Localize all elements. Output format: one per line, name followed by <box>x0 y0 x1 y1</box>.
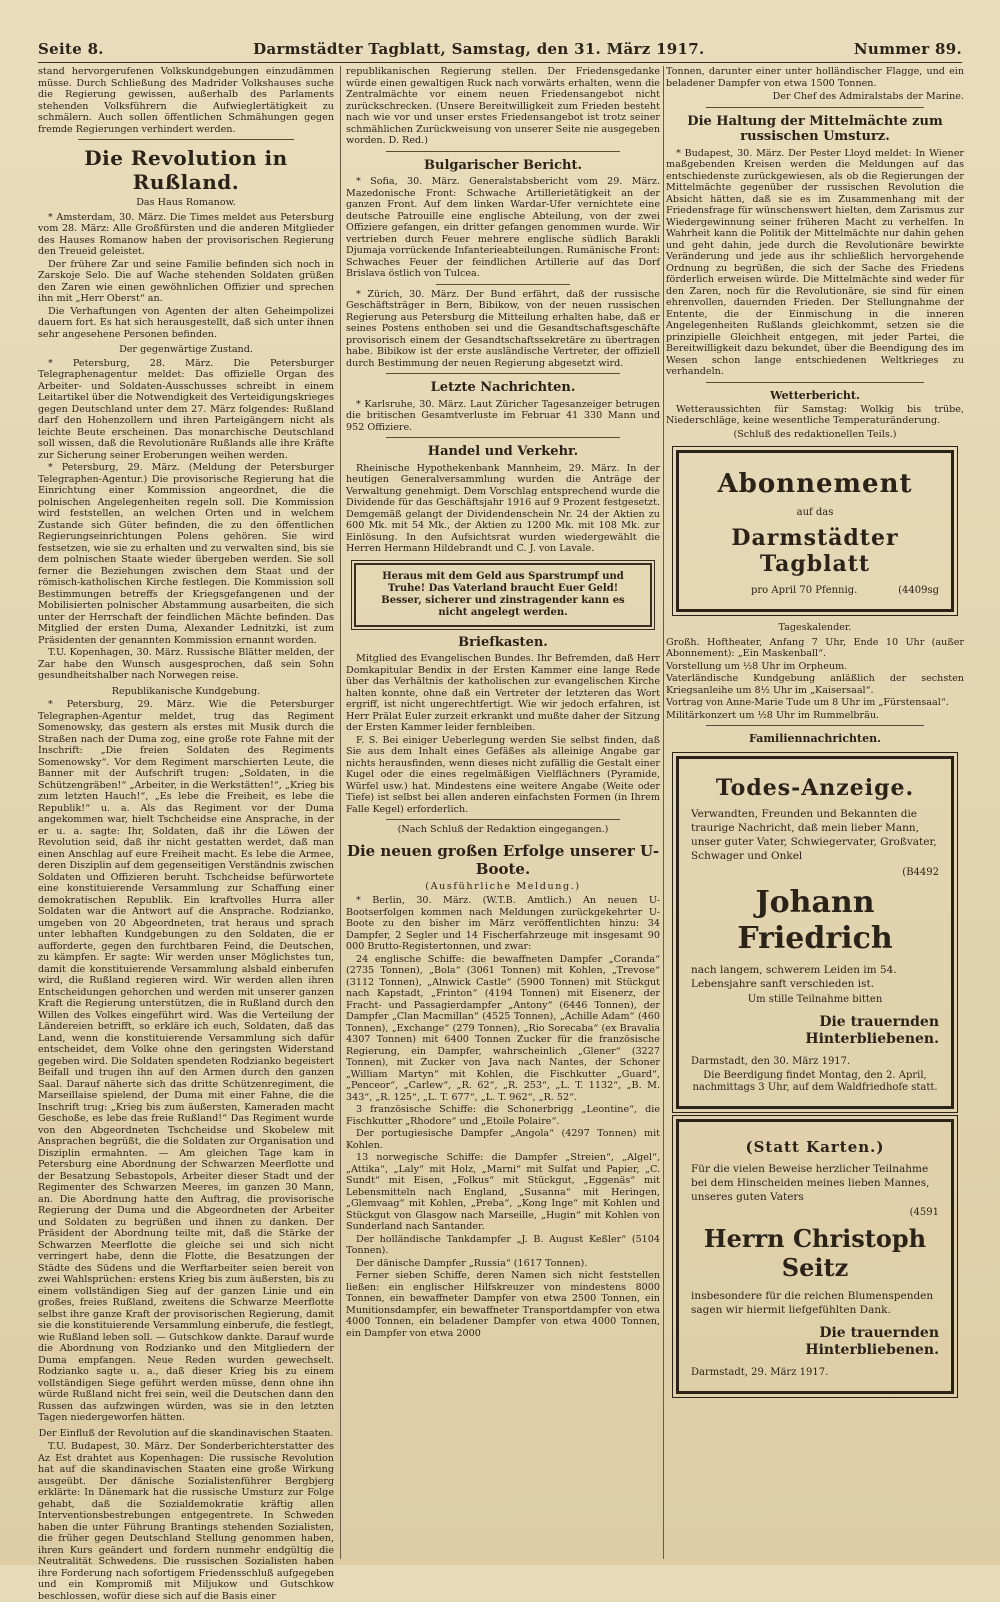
page-number: Seite 8. <box>38 40 104 58</box>
divider <box>386 151 620 152</box>
calendar-line: Vaterländische Kundgebung anläßlich der sechsten Kriegsanleihe um 8½ Uhr im „Kaisersaal“. <box>666 673 964 696</box>
section-sub-uboote: (Ausführliche Meldung.) <box>425 880 581 892</box>
thanks-notice-ad <box>676 1119 954 1394</box>
paragraph: * Amsterdam, 30. März. Die Times meldet aus Petersburg vom 28. März: Alle Großfürsten und die anderen Mitglieder des Hauses Romanow haben der provisorischen Regierung den Treueid geleistet. <box>38 211 334 257</box>
section-head-romanow: Das Haus Romanow. <box>136 197 236 208</box>
section-head-uboote: Die neuen großen Erfolge unserer U-Boote. <box>346 841 660 878</box>
paragraph: * Berlin, 30. März. (W.T.B. Amtlich.) An neuen U-Bootserfolgen kommen nach Meldungen zurückgekehrter U-Boote zu den bisher im März veröffentlichten hinzu: 34 Dampfer, 2 Segler und 14 Fischerfahrzeuge mit insgesamt 90 000 Brutto-Registertonnen, und zwar: <box>346 895 660 953</box>
paragraph: Rheinische Hypothekenbank Mannheim, 29. März. In der heutigen Generalversammlung wurden die Anträge der Verwaltung genehmigt. Dem Vorschlag entsprechend wurde die Dividende für das Geschäftsjahr 1916 auf 9 Prozent festgesetzt. Demgemäß gelangt der Dividendenschein Nr. 24 der Aktien zu 600 Mk. mit 54 Mk., der Aktien zu 1200 Mk. mit 108 Mk. zur Einlösung. In den Aufsichtsrat wurden wiedergewählt die Herren Hermann Hildebrandt und C. J. von Lavale. <box>346 462 660 555</box>
column-2 <box>346 66 660 1559</box>
paragraph: T.U. Budapest, 30. März. Der Sonderberichterstatter des Az Est drahtet aus Kopenhagen: Die russische Revolution hat auf die skandinavischen Staaten eine große Wirkung ausgeübt. Der dänische Sozialistenführer Bergbjerg erklärte: In Dänemark hat die russische Umsturz zur Folge gehabt, daß die Sozialdemokratie kräftig allen Interventionsbestrebungen entgegentrete. In Schweden haben die unter Führung Brantings stehenden Sozialisten, die früher gegen Deutschland Stellung genommen haben, ihren Kurs geändert und fordern nunmehr endgültig die Neutralität Schwedens. Die russischen Sozialisten haben ihre Forderung nach sofortigem Friedensschluß aufgegeben und ein Kompromiß mit Miljukow und Gutschkow beschlossen, wofür diese sich auf die Basis einer <box>38 1441 334 1602</box>
death-notice-signature: Die trauernden Hinterbliebenen. <box>805 1013 939 1047</box>
section-head-kundgebung: Republikanische Kundgebung. <box>111 685 261 697</box>
column-rule-2 <box>663 66 664 1559</box>
thanks-notice-name: Herrn Christoph Seitz <box>703 1224 927 1282</box>
divider <box>78 139 294 140</box>
paragraph: Die Verhaftungen von Agenten der alten Geheimpolizei dauern fort. Es hat sich herausgestellt, daß sich unter ihnen sehr angesehene Personen befinden. <box>38 305 334 340</box>
article-title-revolution: Die Revolution in Rußland. <box>84 146 288 194</box>
ad-subscription-code: (4409sg <box>898 585 939 597</box>
death-notice-title: Todes-Anzeige. <box>715 774 915 801</box>
divider <box>386 819 620 820</box>
paragraph: * Petersburg, 29. März. Wie die Petersburger Telegraphen-Agentur meldet, trug das Regiment Somenowsky, das gestern als erstes mit Musik durch die Straßen nach der Duma zog, eine große rote Fahne mit der Inschrift: „Die freien Soldaten des Regiments Somenowsky“. Vor dem Regiment marschierten Leute, die Banner mit der Aufschrift trugen: „Soldaten, in die Schützengräben!“ „Arbeiter, in die Werkstätten!“, „Krieg bis zum letzten Hauch!“, „Es lebe die Freiheit, es lebe die Republik!“ u. a. Als das Regiment vor der Duma angekommen war, hielt Tschcheidse eine Ansprache, in der er u. a. sagte: Ihr, Soldaten, daß ihr die Löwen der Revolution seid, daß ihr nicht gestatten werdet, daß man einen Anschlag auf eure Freiheit macht. Es lebe die Armee, deren Disziplin auf dem gegenseitigen Verständnis zwischen Soldaten und Offizieren beruht. Tschcheidse befürwortete eine konstituierende Versammlung zur Schaffung einer demokratischen Republik. Ein kraftvolles Hurra aller Soldaten war die Antwort auf die Ansprache. Rodzianko, umgeben von 20 Abgeordneten, trat heraus und sprach unter lebhaften Kundgebungen zu den Soldaten, die er aufforderte, gegen den furchtbaren Feind, die Deutschen, zu kämpfen. Er sagte: Wir werden unser Möglichstes tun, damit die konstituierende Versammlung alsbald einberufen wird, die Rußland regieren wird. Wir werden allen ihren Entscheidungen gehorchen und werden mit unserer ganzen Kraft die Regierung unterstützen, die in Rußland durch den Willen des Volkes eingeführt wird. Was die Verteilung der Ländereien betrifft, so erkläre ich euch, Soldaten, daß das Land, wenn die konstituierende Versammlung sich dafür entscheidet, dem Volke ohne den geringsten Widerstand gegeben wird. Die Soldaten spendeten Rodzianko begeistert Beifall und trugen ihn auf den Armen durch den ganzen Saal. Darauf näherte sich das dritte Schützenregiment, die Marseillaise spielend, der Duma mit einer Fahne, die die Inschrift trug: „Krieg bis zum äußersten, Kameraden macht Geschoße, es lebe das freie Rußland!“ Das Regiment wurde von den Abgeordneten Tschcheidse und Skobelew mit Ansprachen begrüßt, die die Soldaten zur Organisation und Disziplin ermahnten. — Am gleichen Tage kam in Petersburg eine Abordnung der Schwarzen Meerflotte und der Besatzung Sebastopols, Arbeiter dieser Stadt und der Regimenter des Schwarzen Meeres, im ganzen 30 Mann, an. Die Abordnung hatte den Auftrag, die provisorische Regierung der Duma und die Abgeordneten der Arbeiter und Soldaten zu begrüßen und ihnen zu danken. Der Präsident der Abordnung teilte mit, daß die Stärke der Schwarzen Meerflotte die gleiche sei und sich nicht verringert habe, denn die Flotte, die Besatzungen der Städte des Südens und die Werftarbeiter seien bereit von zwei Wahlsprüchen: erstens Krieg bis zum äußersten, bis zu einem vollständigen Sieg auf der ganzen Linie und ein großes, freies Rußland, zweitens die Schwarze Meerflotte selbst ihre ganze Kraft der provisorischen Regierung, damit sie die konstituierende Versammlung einberufe, die festlegt, wie Rußland leben soll. — Gutschkow dankte. Darauf wurde die Abordnung von Rodzianko und den Mitgliedern der Duma empfangen. Neue Reden wurden gewechselt. Rodzianko sagte u. a., daß dieser Krieg bis zu einem vollständigen Siege geführt werden müsse, denn ohne ihn würde Rußland nicht frei sein, weil die Deutschen dann den Russen das aufzwingen würden, was sie in den letzten Tagen niedergeworfen hätten. <box>38 699 334 1423</box>
paragraph: Wetteraussichten für Samstag: Wolkig bis trübe, Niederschläge, keine wesentliche Temperaturänderung. <box>666 403 964 427</box>
paragraph: * Sofia, 30. März. Generalstabsbericht vom 29. März. Mazedonische Front: Schwache Artillerietätigkeit an der ganzen Front. Auf dem linken Wardar-Ufer vernichtete eine deutsche Patrouille eine englische Abteilung, von der zwei Offiziere gefangen, ein dritter gefangen genommen wurde. Wir vertrieben durch Feuer mehrere englische südlich Barakli Djumaja vorrückende Infanterieabteilungen. Rumänische Front: Schwaches Feuer der feindlichen Artillerie auf das Dorf Brislava östlich von Tulcea. <box>346 176 660 280</box>
death-notice-text3: Um stille Teilnahme bitten <box>747 993 883 1005</box>
col1-lead-paragraph: stand hervorgerufenen Volkskundgebungen einzudämmen müsse. Durch Schließung des Madrider Volkshauses suche die Regierung gewissen, außerhalb des Parlaments stehenden Volksführern die Aufwieglertätigkeit zu schmälern. Auch sollen öffentlichen Schmähungen gegen fremde Regierungen verhindert werden. <box>38 66 334 135</box>
paragraph: * Petersburg, 29. März. (Meldung der Petersburger Telegraphen-Agentur.) Die provisorische Regierung hat die Einrichtung einer Kommission angeordnet, die die polnischen Angelegenheiten regeln soll. Die Kommission wird feststellen, an welchen Orten und in welchem Zustande sich Güter befinden, die zu den öffentlichen Regierungseinrichtungen Polens gehören. Sie wird festsetzen, wie sie zu erhalten und zu verwalten sind, bis sie dem polnischen Staate wieder übergeben werden. Sie soll ferner die Beziehungen zwischen dem Staat und der römisch-katholischen Kirche festlegen. Die Kommission soll Bestimmungen betreffs der Kriegsgefangenen und der Mobilisierten polnischer Abstammung ausarbeiten, die sich unter der Herrschaft der feindlichen Mächte befinden. Das Mitglied der ersten Duma, Alexander Lednitzki, ist zum Präsidenten der genannten Kommission ernannt worden. <box>38 462 334 646</box>
death-notice-ad <box>676 756 954 1109</box>
ad-subscription-sub: auf das <box>796 506 834 518</box>
death-notice-date: Darmstadt, den 30. März 1917. <box>691 1055 851 1067</box>
paragraph: * Petersburg, 28. März. Die Petersburger Telegraphenagentur meldet: Das offizielle Organ des Arbeiter- und Soldaten-Ausschusses schreibt in einem Leitartikel über die Notwendigkeit des Verteidigungskrieges gegen Deutschland unter dem 27. März folgendes: Rußland darf den Hohenzollern und ihren Parteigängern nicht als leichte Beute erscheinen. Das monarchische Deutschland soll wissen, daß die Revolutionäre Rußlands alle ihre Kräfte zur Sicherung seiner Eroberungen weihen werden. <box>38 357 334 461</box>
death-notice-code: (B4492 <box>902 866 939 878</box>
thanks-notice-signature: Die trauernden Hinterbliebenen. <box>805 1325 939 1358</box>
thanks-notice-title: (Statt Karten.) <box>745 1137 885 1156</box>
column-3 <box>666 66 964 1559</box>
paragraph: * Karlsruhe, 30. März. Laut Züricher Tagesanzeiger betrugen die britischen Gesamtverluste im Februar 41 330 Mann und 952 Offiziere. <box>346 398 660 433</box>
divider <box>386 373 620 374</box>
masthead <box>38 40 962 62</box>
calendar-line: Großh. Hoftheater, Anfang 7 Uhr, Ende 10 Uhr (außer Abonnement): „Ein Maskenball“. <box>666 636 964 660</box>
paragraph: Ferner sieben Schiffe, deren Namen sich nicht feststellen ließen: ein englischer Hilfskreuzer von mindestens 8000 Tonnen, ein bewaffneter Dampfer von etwa 2500 Tonnen, ein Munitionsdampfer, ein bewaffneter Transportdampfer von etwa 4000 Tonnen, ein beladener Dampfer von etwa 4000 Tonnen, ein Dampfer von etwa 2000 <box>346 1270 660 1339</box>
section-head-familien: Familiennachrichten. <box>749 732 881 746</box>
paragraph: 24 englische Schiffe: die bewaffneten Dampfer „Coranda“ (2735 Tonnen), „Bola“ (3061 Tonnen) mit Kohlen, „Trevose“ (3112 Tonnen), „Alnwick Castle“ (5900 Tonnen) mit Stückgut nach Kapstadt, „Frinton“ (4194 Tonnen) mit Eisenerz, der Fracht- und Passagierdampfer „Antony“ (6446 Tonnen), der Dampfer „Clan Macmillan“ (4525 Tonnen), „Achille Adam“ (460 Tonnen), „Exchange“ (279 Tonnen), „Rio Sorecaba“ (ex Bravalia 4307 Tonnen) mit 6400 Tonnen Zucker für die französische Regierung, ein Dampfer, wahrscheinlich „Glener“ (3227 Tonnen), mit Zucker von Java nach Nantes, der Schoner „William Martyn“ mit Kohlen, die Fischkutter „Guard“, „Penceor“, „Carlew“, „R. 62“, „R. 253“, „L. T. 1132“, „B. M. 343“, „R. 125“, „L. T. 677“, „L. T. 962“, „R. 52“. <box>346 953 660 1103</box>
divider <box>386 437 620 438</box>
ad-subscription-title: Abonnement <box>717 469 913 500</box>
paragraph: Der frühere Zar und seine Familie befinden sich noch in Zarskoje Selo. Die auf Wache stehenden Soldaten grüßen den Zaren wie einen gewöhnlichen Offizier und sprechen ihn mit „Herr Oberst“ an. <box>38 258 334 304</box>
paragraph: Der dänische Dampfer „Russia“ (1617 Tonnen). <box>356 1257 588 1269</box>
section-head-handel: Handel und Verkehr. <box>427 444 579 460</box>
war-loan-appeal-box: Heraus mit dem Geld aus Sparstrumpf und Truhe! Das Vaterland braucht Euer Geld! Besser, sicherer und zinstragender kann es nicht angelegt werden. <box>354 563 652 627</box>
death-notice-name: Johann Friedrich <box>737 884 893 956</box>
calendar-line: Militärkonzert um ½8 Uhr im Rummelbräu. <box>666 709 880 721</box>
divider <box>706 725 924 726</box>
masthead-rule <box>38 62 962 63</box>
thanks-notice-text: Für die vielen Beweise herzlicher Teilnahme bei dem Hinscheiden meines lieben Mannes, unseres guten Vaters <box>691 1162 930 1203</box>
divider <box>706 107 924 108</box>
issue-number: Nummer 89. <box>853 40 962 58</box>
section-head-zustand: Der gegenwärtige Zustand. <box>119 344 253 355</box>
section-head-wetter: Wetterbericht. <box>770 388 860 402</box>
section-head-letzte: Letzte Nachrichten. <box>430 380 576 396</box>
paragraph: * Budapest, 30. März. Der Pester Lloyd meldet: In Wiener maßgebenden Kreisen werden die Meldungen auf das entschiedenste zurückgewiesen, als ob die Regierungen der Mittelmächte gegenüber der russischen Revolution die Absicht hätten, daß sie es im Zusammenhang mit der Friedensfrage für wünschenswert hielten, dem Zarismus zur Wiedergewinnung seiner früheren Macht zu verhelfen. In Wahrheit kann die Politik der Mittelmächte nur dahin gehen und geht dahin, jede durch die Revolutionäre bewirkte Veränderung und jede aus ihr schließlich hervorgehende Ordnung zu begrüßen, die sich der Sache des Friedens förderlich erweisen würde. Die Mittelmächte sind weder für den Zaren, noch für die Revolutionäre, sie sind für einen ehrenvollen, dauernden Frieden. Der Stellungnahme der Entente, die der Einmischung in die inneren Angelegenheiten Rußlands gleichkommt, setzen sie die prinzipielle Gleichheit entgegen, mit jeder Partei, die Bereitwilligkeit dazu bekundet, über die Beendigung des im Wesen schon lange entschiedenen Weltkrieges zu verhandeln. <box>666 147 964 378</box>
calendar-line: Vorstellung um ½8 Uhr im Orpheum. <box>666 660 848 672</box>
paragraph: Mitglied des Evangelischen Bundes. Ihr Befremden, daß Herr Domkapitular Bendix in der Ersten Kammer eine lange Rede über das Verhältnis der katholischen zur evangelischen Kirche halten konnte, ohne daß ein Vertreter der letzteren das Wort ergriff, ist nicht ungerechtfertigt. Wie wir jedoch erfahren, ist Herr Prälat Euler zurzeit erkrankt und mußte daher der Sitzung der Ersten Kammer leider fernbleiben. <box>346 653 660 734</box>
col3-lead-paragraph: Tonnen, darunter einer unter holländischer Flagge, und ein beladener Dampfer von etwa 1500 Tonnen. <box>666 66 964 89</box>
admiralty-signature: Der Chef des Admiralstabs der Marine. <box>772 91 964 102</box>
paragraph: Der portugiesische Dampfer „Angola“ (4297 Tonnen) mit Kohlen. <box>346 1128 660 1151</box>
column-1 <box>38 66 334 1602</box>
ad-subscription-price: pro April 70 Pfennig. <box>751 585 858 597</box>
death-notice-burial: Die Beerdigung findet Montag, den 2. April, nachmittags 3 Uhr, auf dem Waldfriedhofe statt. <box>692 1069 938 1093</box>
section-head-bulgarisch: Bulgarischer Bericht. <box>424 157 582 173</box>
thanks-notice-code: (4591 <box>909 1207 939 1219</box>
thanks-notice-text2: insbesondere für die reichen Blumenspenden sagen wir hiermit liefgefühlten Dank. <box>691 1289 934 1316</box>
calendar-line: Vortrag von Anne-Marie Tude um 8 Uhr im „Fürstensaal“. <box>666 697 949 709</box>
column-rule-1 <box>340 66 341 1559</box>
paragraph: F. S. Bei einiger Ueberlegung werden Sie selbst finden, daß Sie aus dem Inhalt eines Gefäßes als alleinige Angabe gar nichts herausfinden, wenn dieses nicht zufällig die Gestalt einer Kugel oder die eines regelmäßigen Vielflächners (Pyramide, Würfel usw.) hat. Mindestens eine weitere Angabe (Weite oder Tiefe) ist selbst bei allen anderen einfachsten Formen (in Ihrem Falle Kegel) erforderlich. <box>346 734 660 815</box>
paragraph: 13 norwegische Schiffe: die Dampfer „Streien“, „Algel“, „Attika“, „Laly“ mit Holz, „Marni“ mit Sulfat und Papier, „C. Sundt“ mit Eisen, „Folkus“ mit Stückgut, „Eggenäs“ mit Lebensmitteln nach England, „Susanna“ mit Heringen, „Glemvaag“ mit Kohlen, „Preba“, „Kong Inge“ mit Kohlen und Stückgut von Glasgow nach Marseille, „Hugin“ mit Kohlen von Sunderland nach Santander. <box>346 1152 660 1233</box>
ad-subscription-paper: Darmstädter Tagblatt <box>731 524 899 577</box>
death-notice-text2: nach langem, schwerem Leiden im 54. Lebensjahre sanft verschieden ist. <box>691 963 897 990</box>
paper-title-date: Darmstädter Tagblatt, Samstag, den 31. März 1917. <box>253 40 705 58</box>
editorial-note: (Nach Schluß der Redaktion eingegangen.) <box>397 824 609 836</box>
section-head-tageskalender: Tageskalender. <box>778 622 852 634</box>
paragraph: * Zürich, 30. März. Der Bund erfährt, daß der russische Geschäftsträger in Bern, Bibikow, von der neuen russischen Regierung aus Petersburg die Mitteilung erhalten habe, daß er seines Postens enthoben sei und die Gesandtschaftsgeschäfte provisorisch einem der Gesandtschaftssekretäre zu übertragen habe. Bibikow ist der erste ausländische Vertreter, der offiziell durch Bestimmung der neuen Regierung abgesetzt wird. <box>346 288 660 369</box>
paragraph: 3 französische Schiffe: die Schonerbrigg „Leontine“, die Fischkutter „Rhodore“ und „Etoile Polaire“. <box>346 1104 660 1127</box>
thanks-notice-date: Darmstadt, 29. März 1917. <box>691 1366 829 1378</box>
death-notice-text: Verwandten, Freunden und Bekannten die traurige Nachricht, daß mein lieber Mann, unser guter Vater, Schwiegervater, Großvater, Schwager und Onkel <box>691 807 937 863</box>
divider <box>706 382 924 383</box>
subscription-ad <box>676 450 954 612</box>
section-head-skandinavien: Der Einfluß der Revolution auf die skandinavischen Staaten. <box>38 1427 334 1439</box>
col2-lead-paragraph: republikanischen Regierung stellen. Der Friedensgedanke würde einen gewaltigen Ruck nach vorwärts erhalten, wenn die Zentralmächte vor einem neuen Friedensangebot nicht zurückschrecken. (Unsere Bereitwilligkeit zum Frieden besteht nach wie vor und unser erstes Friedensangebot ist trotz seiner schmählichen Zurückweisung von unserer Seite nie ausgegeben worden. D. Red.) <box>346 66 660 146</box>
divider <box>436 284 570 285</box>
section-head-mittelmaechte: Die Haltung der Mittelmächte zum russischen Umsturz. <box>687 113 943 145</box>
section-head-briefkasten: Briefkasten. <box>458 634 548 650</box>
paragraph: Der holländische Tankdampfer „J. B. August Keßler“ (5104 Tonnen). <box>346 1233 660 1257</box>
end-editorial-note: (Schluß des redaktionellen Teils.) <box>733 428 897 440</box>
paragraph: T.U. Kopenhagen, 30. März. Russische Blätter melden, der Zar habe den Wunsch ausgesprochen, daß sein Sohn gesundheitshalber nach Norwegen reise. <box>38 647 334 681</box>
